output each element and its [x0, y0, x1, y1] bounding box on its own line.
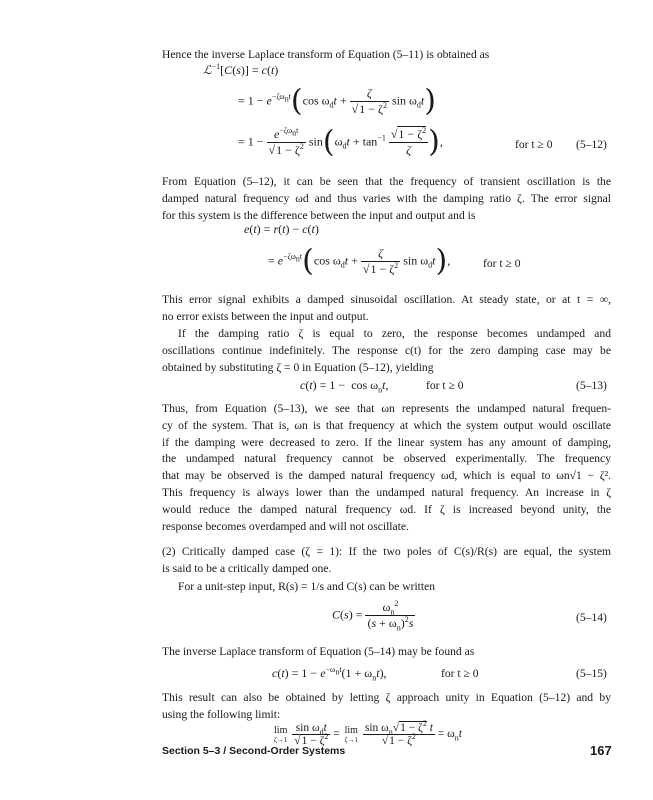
- paragraph-inverse-laplace-514: The inverse Laplace transform of Equation (5–14) may be found as: [162, 645, 475, 658]
- equation-inverse-laplace: ℒ$^{-1}$[C(s)] = c(t): [203, 62, 279, 77]
- equation-error-def: e(t) = r(t) − c(t): [244, 222, 319, 236]
- paragraph-error-signal: This error signal exhibits a damped sinusoidal oscillation. At steady state, or at t = ∞, no error exists between the input and output.: [162, 293, 611, 323]
- condition-error-t-ge-0: for t ≥ 0: [483, 257, 521, 270]
- paragraph-critically-damped: (2) Critically damped case (ζ = 1): If the two poles of C(s)/R(s) are equal, the system is said to be a critically damped one.: [162, 545, 611, 575]
- page-number: 167: [590, 743, 612, 758]
- paragraph-transient-frequency: From Equation (5–12), it can be seen that the frequency of transient oscillation is the damped natural frequency ωd and thus varies with the damping ratio ζ. The error signal for this system is the difference between the input and output and is: [162, 175, 611, 222]
- paragraph-limit: This result can also be obtained by letting ζ approach unity in Equation (5–12) and by using the following limit:: [162, 691, 611, 721]
- equation-label-5-14: (5–14): [576, 611, 607, 624]
- equation-5-15: $c(t) = 1 - e^{-\omega_nt}(1 + \omega_nt)$,: [272, 665, 387, 683]
- equation-error-form: = $e^{-\zeta\omega_nt}(\cos$ $\omega_dt$ + $\frac{\zeta}{√1 - \zeta^2}$ $\sin \omega_dt$),: [268, 243, 451, 279]
- condition-t-ge-0: for t ≥ 0: [515, 138, 553, 151]
- equation-5-14: C(s) = $\frac{\omega_n^2}{(s + \omega_n)^2s}$: [332, 599, 414, 633]
- paragraph-unit-step: For a unit-step input, R(s) = 1/s and C(s) can be written: [178, 580, 436, 593]
- equation-ct-form1: = $1 - e^{-\zeta\omega_nt}(\cos$ $\omega_dt$ + $\frac{\zeta}{√1 - \zeta^2}$ $\sin \omega_dt$): [238, 83, 436, 119]
- equation-limit: lim ζ→1 $\frac{\sin \omega_dt}{√1 - \zeta^2}$ = lim ζ→1 $\frac{\sin \omega_n√1 - \zeta^2 t}{√1 - \zeta^2}$ = $\omega_nt$: [274, 719, 462, 747]
- paragraph-undamped-frequency: Thus, from Equation (5–13), we see that ωn represents the undamped natural frequen- cy of the system. That is, ωn is that frequency at which the system output would oscillate if the damping were decreased to zero. If the linear system has any amount of damping, the undamped natural frequency cannot be observed experimentally. The frequency that may be observed is the damped natural frequency ωd, which is equal to ωn√1 − ζ². This frequency is always lower than the undamped natural frequency. An increase in ζ would reduce the damped natural frequency ωd. If ζ is increased beyond unity, the response becomes overdamped and will not oscillate.: [162, 402, 611, 533]
- intro-text: Hence the inverse Laplace transform of Equation (5–11) is obtained as: [162, 48, 490, 61]
- equation-label-5-13: (5–13): [576, 379, 607, 392]
- equation-ct-form2: = 1 − $\frac{e^{-\zeta\omega_nt}}{√1 - \zeta^2}$ $\sin(\omega_dt + \tan^{-1}$ $\frac{√1 - \zeta^2}{\zeta}$ ),: [238, 124, 443, 160]
- equation-label-5-12: (5–12): [576, 138, 607, 151]
- condition-515-t-ge-0: for t ≥ 0: [441, 667, 479, 680]
- equation-5-13: $c(t) = 1 - \cos \omega_nt$,: [300, 378, 389, 395]
- paragraph-zero-damping: If the damping ratio ζ is equal to zero, the response becomes undamped and oscillations continue indefinitely. The response c(t) for the zero damping case may be obtained by substituting ζ = 0 in Equation (5–12), yielding: [162, 327, 611, 374]
- condition-513-t-ge-0: for t ≥ 0: [426, 379, 464, 392]
- equation-label-5-15: (5–15): [576, 667, 607, 680]
- footer-section-title: Section 5–3 / Second-Order Systems: [162, 745, 346, 757]
